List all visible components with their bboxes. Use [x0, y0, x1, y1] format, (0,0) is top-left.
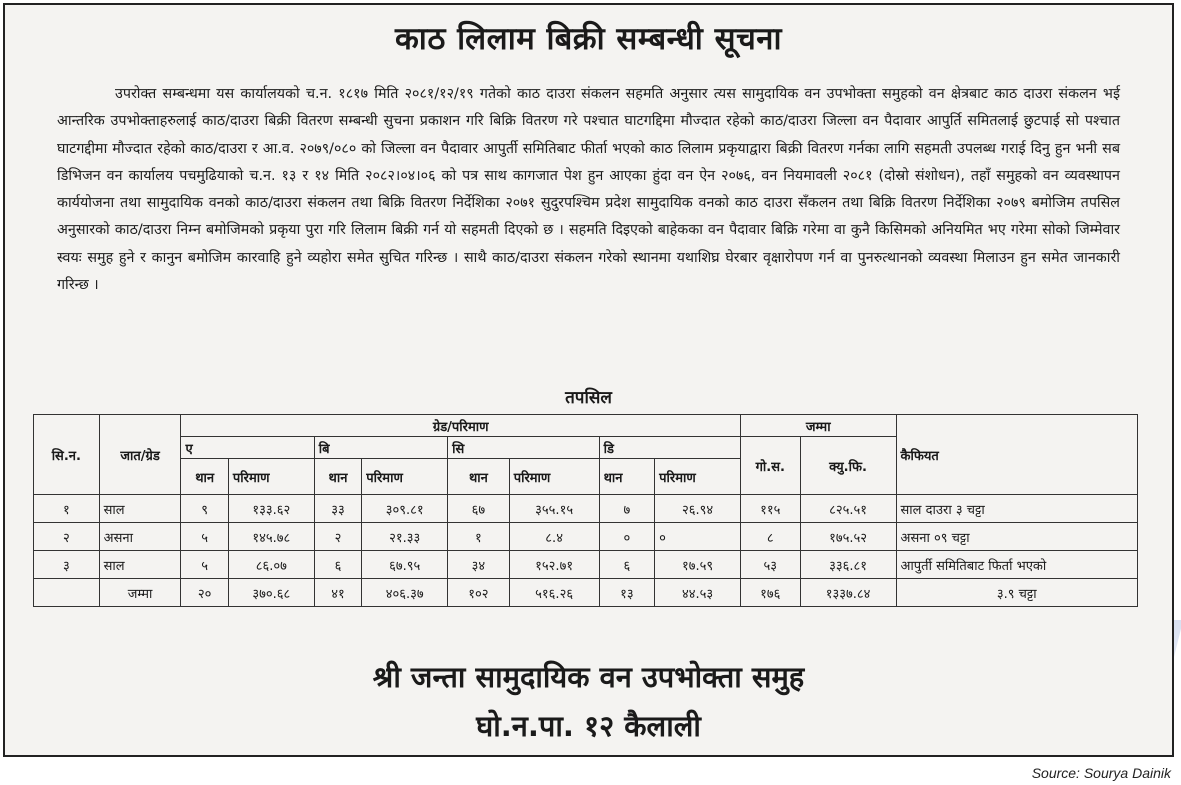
cell-a-pieces: २० — [181, 579, 228, 607]
notice-body: उपरोक्त सम्बन्धमा यस कार्यालयको च.न. १८१७ मिति २०८१/१२/१९ गतेको काठ दाउरा संकलन सहमति अनुसार त्यस सामुदायिक वन उपभोक्ता समुहको वन क्षेत्रबाट काठ दाउरा संकलन भई आन्तरिक उपभोक्ताहरुलाई काठ/दाउरा बिक्री वितरण सम्बन्धी सुचना प्रकाशन गरि बिक्रि वितरण गरे पश्चात घाटगद्दिमा मौज्दात रहेको काठ/दाउरा जिल्ला वन पैदावार आपुर्ति समितलाई छुटपाई सो पश्चात घाटगद्दीमा मौज्दात रहेको काठ/दाउरा र आ.व. २०७९/०८० को जिल्ला वन पैदावार आपुर्ती समितिबाट फीर्ता भएको काठ लिलाम प्रकृयाद्वारा बिक्री वितरण गर्नका लागि सहमती उपलब्ध गराई दिनु हुन भनी सब डिभिजन वन कार्यालय पचमुढियाको च.न. १३ र १४ मिति २०८२।०४।०६ को पत्र साथ कागजात पेश हुन आएका हुंदा वन ऐन २०७६, वन नियमावली २०८१ (दोस्रो संशोधन), तहाँ समुहको वन व्यवस्थापन कार्ययोजना तथा सामुदायिक वनको काठ/दाउरा संकलन तथा बिक्रि वितरण निर्देशिका २०७१ सुदुरपश्चिम प्रदेश सामुदायिक वनको काठ दाउरा सँकलन तथा बिक्रि वितरण निर्देशिका २०७९ बमोजिम तपसिल अनुसारको काठ/दाउरा निम्न बमोजिमको प्रकृया पुरा गरि लिलाम बिक्री गर्न यो सहमती दिएको छ । सहमति दिइएको बाहेकका वन पैदावार बिक्रि गरेमा वा कुनै किसिमको अनियमित भए गरेमा सोको जिम्मेवार स्वयः समुह हुने र कानुन बमोजिम कारवाहि हुने व्यहोरा समेत सुचित गरिन्छ । साथै काठ/दाउरा संकलन गरेको स्थानमा यथाशिघ्र घेरबार वृक्षारोपण गर्न वा पुनरुत्थानको व्यवस्था मिलाउन हुन समेत जानकारी गरिन्छ । — [57, 86, 1120, 294]
cell-b-pieces: ६ — [314, 551, 361, 579]
header-pieces: थान — [181, 459, 228, 495]
cell-total-cubic-feet: ३३६.८१ — [800, 551, 896, 579]
header-logs: गो.स. — [740, 437, 800, 495]
cell-b-quantity: ४०६.३७ — [362, 579, 448, 607]
cell-a-quantity: १३३.६२ — [228, 495, 314, 523]
header-pieces: थान — [599, 459, 655, 495]
header-quantity: परिमाण — [655, 459, 741, 495]
cell-d-pieces: १३ — [599, 579, 655, 607]
table-heading: तपसिल — [565, 388, 612, 408]
cell-total-logs: ११५ — [740, 495, 800, 523]
cell-a-pieces: ५ — [181, 551, 228, 579]
cell-b-quantity: ६७.९५ — [362, 551, 448, 579]
notice-title: काठ लिलाम बिक्री सम्बन्धी सूचना — [394, 21, 782, 57]
header-sn: सि.न. — [34, 415, 100, 495]
header-pieces: थान — [314, 459, 361, 495]
cell-total-logs: ८ — [740, 523, 800, 551]
notice-panel — [3, 3, 1174, 757]
cell-species: साल — [99, 495, 181, 523]
cell-d-quantity: ० — [655, 523, 741, 551]
cell-sn: २ — [34, 523, 100, 551]
cell-total-cubic-feet: ८२५.५१ — [800, 495, 896, 523]
cell-c-quantity: १५२.७१ — [509, 551, 599, 579]
cell-c-quantity: ५१६.२६ — [509, 579, 599, 607]
header-remarks: कैफियत — [896, 415, 1137, 495]
cell-d-pieces: ६ — [599, 551, 655, 579]
cell-total-cubic-feet: १३३७.८४ — [800, 579, 896, 607]
header-grade-b: बि — [314, 437, 447, 459]
cell-remarks: असना ०९ चट्टा — [896, 523, 1137, 551]
table-row — [34, 551, 1138, 579]
cell-d-quantity: २६.९४ — [655, 495, 741, 523]
cell-c-pieces: ३४ — [448, 551, 510, 579]
cell-remarks: साल दाउरा ३ चट्टा — [896, 495, 1137, 523]
cell-d-pieces: ७ — [599, 495, 655, 523]
header-cubic-feet: क्यु.फि. — [800, 437, 896, 495]
header-quantity: परिमाण — [362, 459, 448, 495]
header-grade-c: सि — [448, 437, 600, 459]
cell-remarks: ३.९ चट्टा — [896, 579, 1137, 607]
table-total-row — [34, 579, 1138, 607]
footer-organization: श्री जन्ता सामुदायिक वन उपभोक्ता समुह — [372, 660, 805, 694]
cell-b-pieces: ३३ — [314, 495, 361, 523]
cell-a-quantity: ८६.०७ — [228, 551, 314, 579]
cell-d-pieces: ० — [599, 523, 655, 551]
cell-total-logs: ५३ — [740, 551, 800, 579]
cell-c-pieces: १ — [448, 523, 510, 551]
cell-total-logs: १७६ — [740, 579, 800, 607]
footer-place: घो.न.पा. १२ कैलाली — [476, 709, 701, 743]
cell-c-quantity: ३५५.१५ — [509, 495, 599, 523]
header-grade-a: ए — [181, 437, 314, 459]
cell-species: साल — [99, 551, 181, 579]
table-row — [34, 523, 1138, 551]
header-grade-d: डि — [599, 437, 740, 459]
cell-a-pieces: ९ — [181, 495, 228, 523]
cell-species: असना — [99, 523, 181, 551]
header-pieces: थान — [448, 459, 510, 495]
header-species: जात/ग्रेड — [99, 415, 181, 495]
cell-sn — [34, 579, 100, 607]
cell-b-quantity: ३०९.८१ — [362, 495, 448, 523]
header-grade-measure: ग्रेड/परिमाण — [181, 415, 741, 437]
cell-a-quantity: ३७०.६८ — [228, 579, 314, 607]
cell-d-quantity: ४४.५३ — [655, 579, 741, 607]
cell-a-quantity: १४५.७८ — [228, 523, 314, 551]
cell-b-pieces: ४१ — [314, 579, 361, 607]
cell-d-quantity: १७.५९ — [655, 551, 741, 579]
source-credit: Source: Sourya Dainik — [1031, 765, 1171, 781]
table-header-row — [34, 415, 1138, 437]
cell-c-pieces: ६७ — [448, 495, 510, 523]
cell-a-pieces: ५ — [181, 523, 228, 551]
cell-sn: ३ — [34, 551, 100, 579]
header-quantity: परिमाण — [509, 459, 599, 495]
cell-total-cubic-feet: १७५.५२ — [800, 523, 896, 551]
table-row — [34, 495, 1138, 523]
cell-sn: १ — [34, 495, 100, 523]
details-table — [33, 414, 1138, 607]
cell-remarks: आपुर्ती समितिबाट फिर्ता भएको — [896, 551, 1137, 579]
header-quantity: परिमाण — [228, 459, 314, 495]
cell-c-quantity: ८.४ — [509, 523, 599, 551]
cell-total-label: जम्मा — [99, 579, 181, 607]
cell-c-pieces: १०२ — [448, 579, 510, 607]
cell-b-pieces: २ — [314, 523, 361, 551]
header-total: जम्मा — [740, 415, 896, 437]
cell-b-quantity: २१.३३ — [362, 523, 448, 551]
